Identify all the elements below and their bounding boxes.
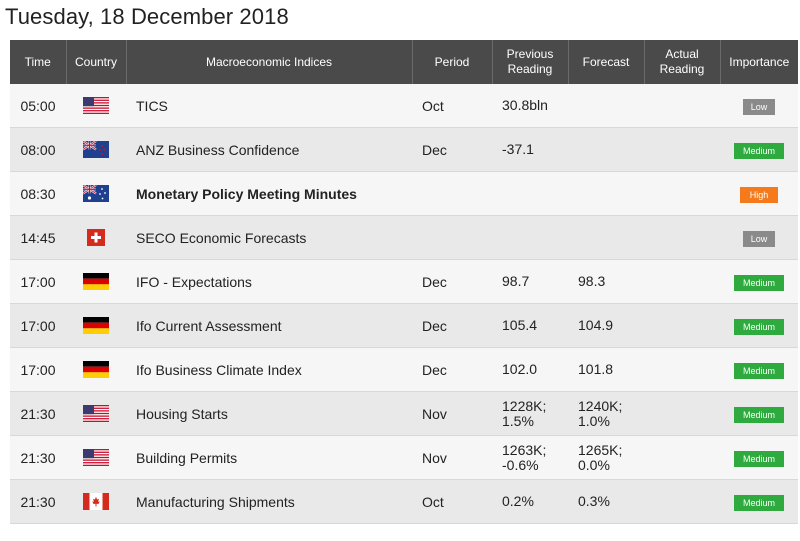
table-row <box>10 304 798 348</box>
us-flag-icon <box>83 97 109 114</box>
de-flag-icon <box>83 361 109 378</box>
forecast-value <box>568 216 644 260</box>
actual-reading <box>644 480 720 524</box>
forecast-value: 101.8 <box>568 348 644 392</box>
forecast-value <box>568 128 644 172</box>
actual-reading <box>644 436 720 480</box>
country-cell <box>66 304 126 348</box>
de-flag-icon <box>83 317 109 334</box>
country-cell <box>66 172 126 216</box>
country-cell <box>66 348 126 392</box>
event-period: Dec <box>412 304 492 348</box>
actual-reading <box>644 348 720 392</box>
event-period: Dec <box>412 348 492 392</box>
event-period <box>412 216 492 260</box>
importance-badge: Medium <box>734 143 784 159</box>
forecast-value: 104.9 <box>568 304 644 348</box>
us-flag-icon <box>83 405 109 422</box>
country-cell <box>66 480 126 524</box>
column-header-period: Period <box>412 40 492 84</box>
event-name: SECO Economic Forecasts <box>126 216 412 260</box>
event-name: Building Permits <box>126 436 412 480</box>
event-name: Ifo Business Climate Index <box>126 348 412 392</box>
importance-badge: Low <box>743 99 775 115</box>
importance-cell <box>720 128 798 172</box>
country-cell <box>66 216 126 260</box>
forecast-value <box>568 84 644 128</box>
column-header-indices: Macroeconomic Indices <box>126 40 412 84</box>
previous-reading: 1228K; 1.5% <box>492 392 568 436</box>
event-time: 21:30 <box>10 436 66 480</box>
column-header-actual: Actual Reading <box>644 40 720 84</box>
previous-reading: 98.7 <box>492 260 568 304</box>
country-cell <box>66 392 126 436</box>
table-row <box>10 172 798 216</box>
event-name: ANZ Business Confidence <box>126 128 412 172</box>
importance-badge: High <box>740 187 778 203</box>
actual-reading <box>644 392 720 436</box>
table-row <box>10 216 798 260</box>
de-flag-icon <box>83 273 109 290</box>
event-period: Dec <box>412 128 492 172</box>
event-period: Nov <box>412 436 492 480</box>
previous-reading: 102.0 <box>492 348 568 392</box>
actual-reading <box>644 172 720 216</box>
importance-badge: Medium <box>734 495 784 511</box>
country-cell <box>66 436 126 480</box>
forecast-value: 0.3% <box>568 480 644 524</box>
actual-reading <box>644 216 720 260</box>
importance-cell <box>720 304 798 348</box>
country-cell <box>66 128 126 172</box>
event-period: Dec <box>412 260 492 304</box>
previous-reading <box>492 172 568 216</box>
column-header-country: Country <box>66 40 126 84</box>
event-period: Oct <box>412 84 492 128</box>
previous-reading: -37.1 <box>492 128 568 172</box>
importance-cell <box>720 348 798 392</box>
importance-badge: Medium <box>734 275 784 291</box>
ch-flag-icon <box>83 229 109 246</box>
event-time: 05:00 <box>10 84 66 128</box>
importance-badge: Low <box>743 231 775 247</box>
importance-badge: Medium <box>734 407 784 423</box>
nz-flag-icon <box>83 141 109 158</box>
table-header-row <box>10 40 798 84</box>
page-title: Tuesday, 18 December 2018 <box>5 4 289 29</box>
actual-reading <box>644 304 720 348</box>
event-name: Housing Starts <box>126 392 412 436</box>
forecast-value: 98.3 <box>568 260 644 304</box>
au-flag-icon <box>83 185 109 202</box>
column-header-time: Time <box>10 40 66 84</box>
country-cell <box>66 84 126 128</box>
table-row <box>10 392 798 436</box>
event-period: Oct <box>412 480 492 524</box>
table-row <box>10 84 798 128</box>
importance-cell <box>720 392 798 436</box>
importance-badge: Medium <box>734 451 784 467</box>
previous-reading <box>492 216 568 260</box>
event-time: 08:30 <box>10 172 66 216</box>
us-flag-icon <box>83 449 109 466</box>
actual-reading <box>644 84 720 128</box>
forecast-value <box>568 172 644 216</box>
importance-cell <box>720 260 798 304</box>
table-row <box>10 260 798 304</box>
event-name: TICS <box>126 84 412 128</box>
table-row <box>10 128 798 172</box>
table-row <box>10 480 798 524</box>
ca-flag-icon <box>83 493 109 510</box>
previous-reading: 1263K; -0.6% <box>492 436 568 480</box>
table-row <box>10 348 798 392</box>
event-time: 14:45 <box>10 216 66 260</box>
country-cell <box>66 260 126 304</box>
importance-cell <box>720 436 798 480</box>
importance-cell <box>720 172 798 216</box>
event-period <box>412 172 492 216</box>
importance-cell <box>720 216 798 260</box>
previous-reading: 30.8bln <box>492 84 568 128</box>
event-name: IFO - Expectations <box>126 260 412 304</box>
event-name: Ifo Current Assessment <box>126 304 412 348</box>
column-header-forecast: Forecast <box>568 40 644 84</box>
event-time: 17:00 <box>10 348 66 392</box>
economic-calendar-table <box>10 40 798 524</box>
table-row <box>10 436 798 480</box>
event-time: 21:30 <box>10 480 66 524</box>
event-name: Monetary Policy Meeting Minutes <box>126 172 412 216</box>
column-header-importance: Importance <box>720 40 798 84</box>
column-header-previous: Previous Reading <box>492 40 568 84</box>
event-time: 17:00 <box>10 260 66 304</box>
previous-reading: 105.4 <box>492 304 568 348</box>
event-time: 17:00 <box>10 304 66 348</box>
event-time: 21:30 <box>10 392 66 436</box>
forecast-value: 1265K; 0.0% <box>568 436 644 480</box>
importance-cell <box>720 84 798 128</box>
forecast-value: 1240K; 1.0% <box>568 392 644 436</box>
importance-badge: Medium <box>734 319 784 335</box>
previous-reading: 0.2% <box>492 480 568 524</box>
event-name: Manufacturing Shipments <box>126 480 412 524</box>
importance-cell <box>720 480 798 524</box>
actual-reading <box>644 128 720 172</box>
event-period: Nov <box>412 392 492 436</box>
actual-reading <box>644 260 720 304</box>
importance-badge: Medium <box>734 363 784 379</box>
event-time: 08:00 <box>10 128 66 172</box>
